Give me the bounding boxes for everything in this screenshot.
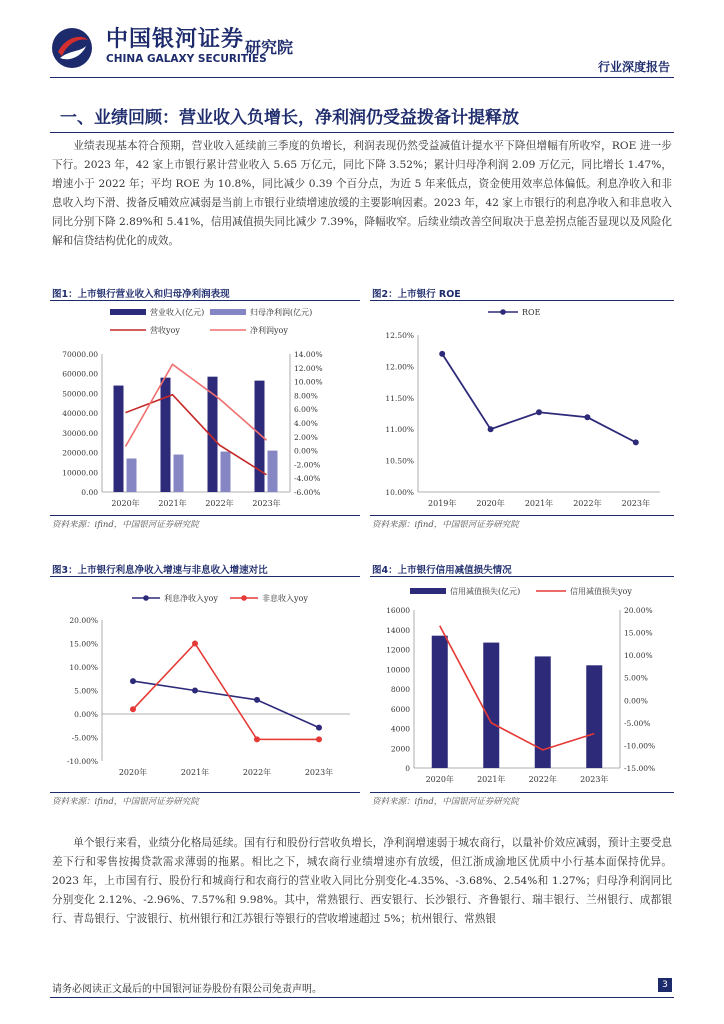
section-title: 一、业绩回顾：营业收入负增长，净利润仍受益拨备计提释放 (60, 108, 519, 128)
x-tick-label: 2023年 (621, 499, 650, 508)
x-tick-label: 2022年 (205, 499, 234, 508)
bar-credit-impairment (432, 636, 448, 768)
figure-1-title-line (50, 300, 360, 301)
left-tick-label: 14000 (386, 625, 410, 635)
y-tick-label: 12.00% (385, 362, 414, 372)
x-tick-label: 2023年 (580, 775, 609, 784)
right-tick-label: 8.00% (294, 391, 318, 401)
left-tick-label: 30000.00 (62, 428, 98, 438)
legend-label: 信用减值损失yoy (570, 587, 632, 596)
legend-label: 营业收入(亿元) (150, 308, 205, 317)
x-tick-label: 2021年 (477, 775, 506, 784)
line-revenue-yoy (126, 395, 267, 475)
figure-2-chart (370, 302, 674, 514)
x-tick-label: 2021年 (158, 499, 187, 508)
right-tick-label: 10.00% (624, 651, 653, 661)
y-tick-label: 20.00% (69, 616, 98, 625)
y-tick-label: 5.00% (74, 686, 98, 696)
bar-net-profit (174, 455, 184, 492)
x-tick-label: 2021年 (180, 768, 210, 777)
left-tick-label: 10000 (386, 665, 410, 675)
y-tick-label: 10.00% (385, 488, 414, 497)
right-tick-label: -6.00% (294, 488, 321, 497)
bar-revenue (161, 378, 171, 492)
logo-chinese-name: 中国银河证券 (106, 27, 245, 52)
x-tick-label: 2020年 (425, 775, 454, 784)
figure-2-title: 图2：上市银行 ROE (372, 289, 461, 300)
bar-credit-impairment (586, 665, 602, 768)
bar-net-profit (268, 451, 278, 492)
y-tick-label: 10.00% (69, 663, 98, 672)
right-tick-label: -2.00% (294, 460, 321, 470)
right-tick-label: 14.00% (294, 350, 323, 359)
point-roe (536, 409, 542, 415)
figure-1-title: 图1：上市银行营业收入和归母净利润表现 (52, 289, 230, 300)
logo-institute: 研究院 (245, 38, 294, 57)
legend-swatch (410, 588, 446, 594)
paragraph-performance-review: 业绩表现基本符合预期，营业收入延续前三季度的负增长，利润表现仍然受益减值计提水平下降但增幅有所收窄，ROE 进一步下行。2023 年，42 家上市银行累计营业收入 5.65 万亿元，同比下降 3.52%；累计归母净利润 2.09 万亿元，同比增长 1.47%，增速小于 2022 年；平均 ROE 为 10.8%，同比减少 0.39 个百分点，为近 5 年来低点，资金使用效率总体偏低。利息净收入和非息收入均下滑、拨备反哺效应减弱是当前上市银行业绩增速放缓的主要影响因素。2023 年，42 家上市银行的利息净收入和非息收入同比分别下降 2.89%和 5.41%，信用减值损失同比减少 7.39%，降幅收窄。后续业绩改善空间取决于息差拐点能否显现以及风险化解和信贷结构优化的成效。 (52, 140, 672, 247)
left-tick-label: 60000.00 (62, 369, 98, 379)
right-tick-label: -10.00% (624, 741, 656, 751)
y-tick-label: 11.50% (385, 393, 414, 403)
legend-marker (500, 309, 506, 315)
line-credit-impairment-yoy (440, 626, 595, 750)
left-tick-label: 0 (405, 764, 410, 773)
y-tick-label: -10.00% (66, 757, 98, 766)
right-tick-label: 6.00% (294, 405, 318, 415)
bar-net-profit (127, 458, 137, 492)
disclaimer-note: 请务必阅读正文最后的中国银河证券股份有限公司免责声明。 (52, 984, 322, 995)
galaxy-logo-icon (50, 26, 94, 70)
point-series-1 (254, 736, 260, 742)
right-tick-label: 5.00% (624, 673, 648, 683)
figure-1-chart (50, 302, 360, 514)
point-series-0 (192, 688, 198, 694)
figure-1-source-line (50, 515, 360, 516)
legend-swatch (210, 309, 246, 315)
paragraph-bank-divergence: 单个银行来看，业绩分化格局延续。国有行和股份行营收负增长，净利润增速弱于城农商行，以量补价效应减弱，预计主要受息差下行和零售按揭贷款需求薄弱的拖累。相比之下，城农商行业绩增速亦有放缓，但江浙成渝地区优质中小行基本面保持优异。2023 年，上市国有行、股份行和城商行和农商行的营业收入同比分别变化-4.35%、-3.68%、2.54%和 1.27%；归母净利润同比分别变化 2.12%、-2.96%、7.57%和 9.98%。其中，常熟银行、西安银行、长沙银行、齐鲁银行、瑞丰银行、兰州银行、成都银行、青岛银行、宁波银行、杭州银行和江苏银行等银行的营收增速超过 5%；杭州银行、常熟银 (52, 837, 672, 925)
left-tick-label: 50000.00 (62, 389, 98, 399)
legend-marker (241, 595, 247, 601)
x-tick-label: 2022年 (242, 768, 272, 777)
left-tick-label: 10000.00 (62, 468, 98, 478)
figure-3-title-line (50, 576, 360, 577)
left-tick-label: 2000 (390, 744, 410, 754)
figure-2-title-line (370, 300, 674, 301)
bar-revenue (114, 386, 124, 492)
x-tick-label: 2022年 (528, 775, 557, 784)
legend-swatch (110, 309, 146, 315)
legend-marker (143, 595, 149, 601)
x-tick-label: 2021年 (524, 499, 554, 508)
figure-4-title-line (370, 576, 674, 577)
point-series-1 (192, 641, 198, 647)
right-tick-label: 2.00% (294, 432, 318, 442)
point-series-1 (316, 736, 322, 742)
legend-label: 非息收入yoy (262, 594, 308, 603)
y-tick-label: 11.00% (385, 425, 414, 435)
right-tick-label: -4.00% (294, 474, 321, 484)
y-tick-label: 12.50% (385, 331, 414, 340)
y-tick-label: 15.00% (69, 639, 98, 649)
line-series-1 (133, 644, 319, 740)
figure-3-chart (50, 578, 360, 790)
figure-3-title: 图3：上市银行利息净收入增速与非息收入增速对比 (52, 565, 268, 576)
figure-4-chart (370, 578, 674, 790)
header-divider (50, 77, 674, 78)
logo-english-name: CHINA GALAXY SECURITIES (106, 53, 267, 65)
figure-2-source-line (370, 515, 674, 516)
left-tick-label: 40000.00 (62, 409, 98, 419)
figure-4-title: 图4：上市银行信用减值损失情况 (372, 565, 512, 576)
legend-label: 利息净收入yoy (164, 594, 218, 603)
left-tick-label: 4000 (390, 724, 410, 734)
point-series-0 (316, 725, 322, 731)
left-tick-label: 20000.00 (62, 448, 98, 458)
bar-net-profit (221, 452, 231, 492)
x-tick-label: 2022年 (573, 499, 602, 508)
right-tick-label: 0.00% (294, 446, 318, 456)
left-tick-label: 70000.00 (62, 350, 98, 359)
line-series-0 (133, 681, 319, 727)
right-tick-label: 4.00% (294, 419, 318, 428)
x-tick-label: 2023年 (304, 768, 334, 777)
point-roe (633, 439, 639, 445)
section-divider (50, 132, 674, 133)
legend-label: 营收yoy (150, 326, 180, 335)
left-tick-label: 6000 (390, 704, 410, 714)
report-type-label: 行业深度报告 (597, 60, 670, 74)
right-tick-label: 0.00% (624, 696, 648, 706)
bar-credit-impairment (535, 656, 551, 768)
figure-3-source: 资料来源：ifind，中国银河证券研究院 (52, 797, 199, 807)
page-number: 3 (658, 978, 672, 992)
y-tick-label: 0.00% (74, 710, 98, 719)
right-tick-label: -5.00% (624, 718, 651, 728)
point-roe (488, 426, 494, 432)
legend-label: ROE (522, 308, 541, 317)
x-tick-label: 2020年 (111, 499, 140, 508)
figure-2-source: 资料来源：ifind，中国银河证券研究院 (372, 520, 519, 530)
figure-3-source-line (50, 792, 360, 793)
point-series-1 (130, 706, 136, 712)
y-tick-label: 10.50% (385, 456, 414, 466)
legend-label: 净利润yoy (250, 326, 288, 335)
x-tick-label: 2023年 (252, 499, 281, 508)
x-tick-label: 2019年 (428, 499, 457, 508)
x-tick-label: 2020年 (476, 499, 505, 508)
legend-label: 归母净利润(亿元) (250, 308, 313, 317)
right-tick-label: 15.00% (624, 628, 653, 638)
x-tick-label: 2020年 (118, 768, 148, 777)
point-series-0 (254, 697, 260, 703)
bar-credit-impairment (483, 643, 499, 768)
legend-label: 信用减值损失(亿元) (450, 587, 521, 596)
figure-4-source: 资料来源：ifind，中国银河证券研究院 (372, 797, 519, 807)
y-tick-label: -5.00% (71, 733, 98, 743)
left-tick-label: 8000 (390, 685, 410, 694)
left-tick-label: 16000 (386, 606, 410, 615)
footer-divider (50, 997, 674, 998)
figure-1-source: 资料来源：ifind，中国银河证券研究院 (52, 520, 199, 530)
figure-4-source-line (370, 792, 674, 793)
right-tick-label: 10.00% (294, 377, 323, 387)
point-series-0 (130, 678, 136, 684)
point-roe (439, 351, 445, 357)
line-roe (442, 354, 636, 443)
right-tick-label: 12.00% (294, 363, 323, 373)
right-tick-label: -15.00% (624, 764, 656, 773)
left-tick-label: 0.00 (81, 488, 98, 497)
right-tick-label: 20.00% (624, 606, 653, 615)
point-roe (584, 414, 590, 420)
left-tick-label: 12000 (386, 645, 410, 655)
